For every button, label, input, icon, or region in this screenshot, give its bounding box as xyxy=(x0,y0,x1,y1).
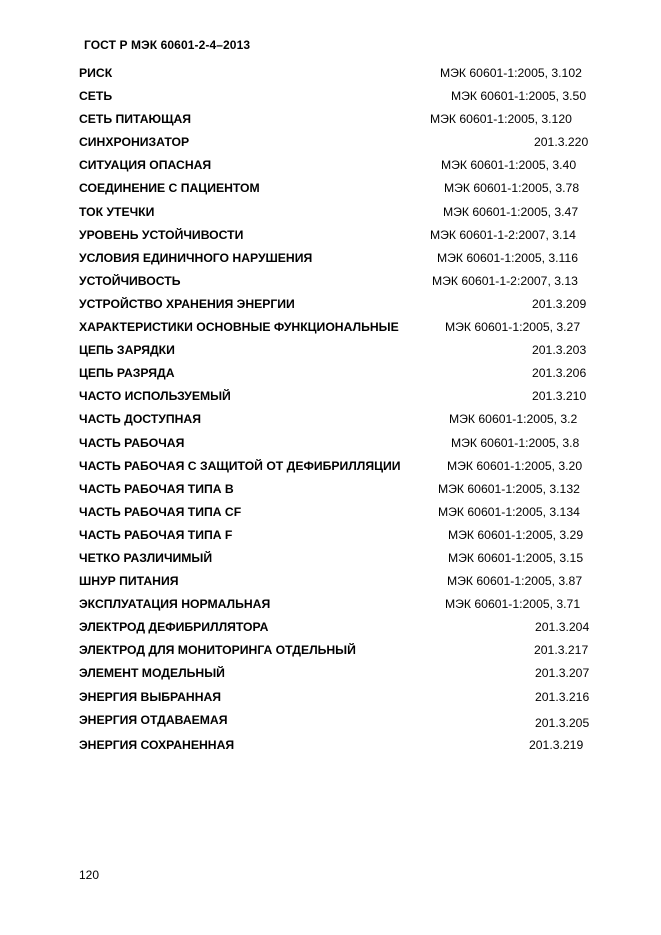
index-row xyxy=(79,527,599,550)
reference: МЭК 60601-1:2005, 3.40 xyxy=(441,158,577,173)
term: ЧАСТЬ РАБОЧАЯ xyxy=(79,435,185,450)
reference: 201.3.204 xyxy=(535,620,590,635)
index-row xyxy=(79,596,599,619)
index-row xyxy=(79,665,599,688)
index-row xyxy=(79,204,599,227)
index-row xyxy=(79,111,599,134)
term: ЭНЕРГИЯ СОХРАНЕННАЯ xyxy=(79,737,235,752)
reference: МЭК 60601-1:2005, 3.47 xyxy=(443,204,579,219)
reference: МЭК 60601-1:2005, 3.20 xyxy=(447,458,583,473)
index-row xyxy=(79,65,599,88)
term: СИТУАЦИЯ ОПАСНАЯ xyxy=(79,158,212,173)
reference: МЭК 60601-1:2005, 3.132 xyxy=(438,481,580,496)
reference: 201.3.210 xyxy=(532,389,587,404)
term: УРОВЕНЬ УСТОЙЧИВОСТИ xyxy=(79,227,244,242)
term: ШНУР ПИТАНИЯ xyxy=(79,574,179,589)
reference: 201.3.206 xyxy=(532,366,587,381)
index-row xyxy=(79,619,599,642)
term: УСЛОВИЯ ЕДИНИЧНОГО НАРУШЕНИЯ xyxy=(79,250,313,265)
index-row xyxy=(79,550,599,573)
index-row xyxy=(79,88,599,111)
reference: 201.3.205 xyxy=(535,715,590,730)
index-row xyxy=(79,319,599,342)
reference: 201.3.216 xyxy=(535,689,590,704)
reference: МЭК 60601-1:2005, 3.29 xyxy=(448,527,584,542)
index-row xyxy=(79,157,599,180)
term: ЭЛЕМЕНТ МОДЕЛЬНЫЙ xyxy=(79,666,225,681)
term: ЧАСТЬ РАБОЧАЯ ТИПА F xyxy=(79,527,233,542)
reference: 201.3.207 xyxy=(535,666,590,681)
reference: МЭК 60601-1:2005, 3.71 xyxy=(445,597,581,612)
term: ЧАСТО ИСПОЛЬЗУЕМЫЙ xyxy=(79,389,231,404)
term: ЦЕПЬ РАЗРЯДА xyxy=(79,366,175,381)
term: СОЕДИНЕНИЕ С ПАЦИЕНТОМ xyxy=(79,181,260,196)
term: ХАРАКТЕРИСТИКИ ОСНОВНЫЕ ФУНКЦИОНАЛЬНЫЕ xyxy=(79,320,399,335)
reference: МЭК 60601-1:2005, 3.50 xyxy=(451,89,587,104)
term: РИСК xyxy=(79,66,113,80)
index-row xyxy=(79,573,599,596)
index-row xyxy=(79,134,599,157)
term: СИНХРОНИЗАТОР xyxy=(79,135,190,150)
index-row xyxy=(79,712,599,735)
term: ЭКСПЛУАТАЦИЯ НОРМАЛЬНАЯ xyxy=(79,597,271,612)
reference: МЭК 60601-1:2005, 3.15 xyxy=(448,550,584,565)
index-row xyxy=(79,435,599,458)
index-row xyxy=(79,273,599,296)
reference: МЭК 60601-1:2005, 3.87 xyxy=(447,574,583,589)
term: ЭЛЕКТРОД ДЕФИБРИЛЛЯТОРА xyxy=(79,620,269,635)
term: СЕТЬ ПИТАЮЩАЯ xyxy=(79,112,192,127)
index-row xyxy=(79,296,599,319)
reference: МЭК 60601-1:2005, 3.134 xyxy=(438,504,580,519)
reference: 201.3.219 xyxy=(529,737,584,752)
reference: МЭК 60601-1:2005, 3.2 xyxy=(449,412,578,427)
document-header: ГОСТ Р МЭК 60601-2-4–2013 xyxy=(84,38,251,52)
term: ЧАСТЬ РАБОЧАЯ ТИПА В xyxy=(79,481,234,496)
index-row xyxy=(79,737,599,760)
term: ЭНЕРГИЯ ВЫБРАННАЯ xyxy=(79,689,222,704)
term: СЕТЬ xyxy=(79,89,113,104)
term: ЧАСТЬ РАБОЧАЯ С ЗАЩИТОЙ ОТ ДЕФИБРИЛЛЯЦИИ xyxy=(79,458,401,473)
reference: МЭК 60601-1:2005, 3.8 xyxy=(451,435,580,450)
term: ТОК УТЕЧКИ xyxy=(79,204,155,219)
term: ЦЕПЬ ЗАРЯДКИ xyxy=(79,343,175,358)
page-number: 120 xyxy=(79,868,100,882)
reference: 201.3.209 xyxy=(532,296,587,311)
reference: МЭК 60601-1:2005, 3.78 xyxy=(444,181,580,196)
index-row xyxy=(79,388,599,411)
index-row xyxy=(79,342,599,365)
term-index xyxy=(79,65,599,760)
term: УСТРОЙСТВО ХРАНЕНИЯ ЭНЕРГИИ xyxy=(79,296,295,311)
reference: МЭК 60601-1:2005, 3.120 xyxy=(430,112,572,127)
index-row xyxy=(79,411,599,434)
reference: МЭК 60601-1:2005, 3.116 xyxy=(437,250,578,265)
reference: МЭК 60601-1:2005, 3.102 xyxy=(440,66,582,80)
term: УСТОЙЧИВОСТЬ xyxy=(79,273,181,288)
index-row xyxy=(79,504,599,527)
term: ЭЛЕКТРОД ДЛЯ МОНИТОРИНГА ОТДЕЛЬНЫЙ xyxy=(79,643,356,658)
index-row xyxy=(79,689,599,712)
index-row xyxy=(79,481,599,504)
reference: МЭК 60601-1:2005, 3.27 xyxy=(445,320,581,335)
index-row xyxy=(79,458,599,481)
term: ЭНЕРГИЯ ОТДАВАЕМАЯ xyxy=(79,712,228,727)
index-row xyxy=(79,180,599,203)
term: ЧАСТЬ РАБОЧАЯ ТИПА CF xyxy=(79,504,242,519)
reference: 201.3.220 xyxy=(534,135,589,150)
reference: 201.3.203 xyxy=(532,343,587,358)
reference: 201.3.217 xyxy=(534,643,589,658)
term: ЧАСТЬ ДОСТУПНАЯ xyxy=(79,412,201,427)
index-row xyxy=(79,365,599,388)
index-row xyxy=(79,227,599,250)
term: ЧЕТКО РАЗЛИЧИМЫЙ xyxy=(79,550,213,565)
reference: МЭК 60601-1-2:2007, 3.14 xyxy=(430,227,576,242)
index-row xyxy=(79,642,599,665)
reference: МЭК 60601-1-2:2007, 3.13 xyxy=(432,273,578,288)
index-row xyxy=(79,250,599,273)
